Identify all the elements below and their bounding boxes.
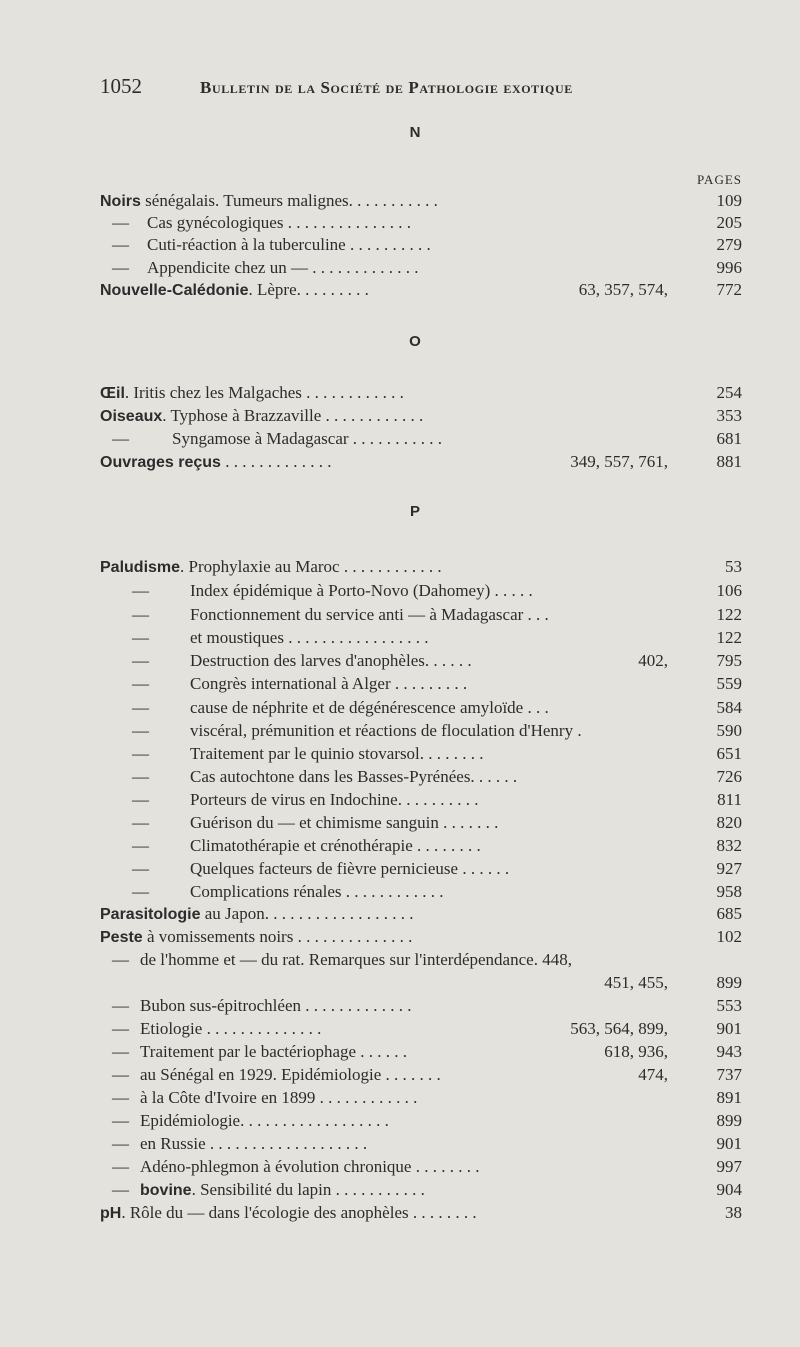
index-entry — [100, 789, 750, 811]
ditto-dash: — — [112, 1111, 129, 1130]
entry-text — [190, 673, 467, 695]
index-entry — [100, 926, 750, 948]
entry-keyword: Ouvrages reçus — [100, 454, 221, 471]
index-entry — [100, 720, 750, 742]
entry-page-number: 205 — [716, 213, 742, 232]
entry-text — [140, 1156, 479, 1178]
index-entry — [100, 556, 750, 578]
entry-keyword: Noirs — [100, 193, 141, 210]
index-entry — [100, 580, 750, 602]
ditto-dash: — — [112, 996, 129, 1015]
entry-keyword: Parasitologie — [100, 906, 201, 923]
entry-text — [100, 451, 331, 474]
entry-description: en Russie . . . . . . . . . . . . . . . . . . . — [140, 1134, 368, 1153]
entry-text — [190, 812, 498, 834]
entry-text — [190, 766, 517, 788]
entry-description: Destruction des larves d'anophèles. . . . . . — [190, 651, 472, 670]
index-entry — [100, 697, 750, 719]
ditto-dash: — — [132, 628, 149, 647]
entry-page-refs: 63, 357, 574, — [578, 280, 668, 299]
entry-text — [140, 1179, 425, 1202]
entry-page-number: 899 — [716, 1111, 742, 1130]
entry-text — [140, 1110, 389, 1132]
entry-page-number: 122 — [716, 605, 742, 624]
entry-description: . Lèpre. . . . . . . . . — [248, 280, 369, 299]
ditto-dash: — — [132, 790, 149, 809]
ditto-dash: — — [132, 674, 149, 693]
ditto-dash: — — [132, 882, 149, 901]
ditto-dash: — — [132, 581, 149, 600]
ditto-dash: — — [112, 1019, 129, 1038]
index-entry — [100, 1179, 750, 1201]
entry-text — [100, 279, 369, 302]
entry-page-number: 901 — [716, 1134, 742, 1153]
page-number: 1052 — [100, 74, 142, 98]
entry-description: . Rôle du — dans l'écologie des anophèles . . . . . . . . — [121, 1203, 477, 1222]
entry-description: Complications rénales . . . . . . . . . . . . — [190, 882, 444, 901]
section-letter-o: O — [409, 333, 421, 350]
index-entry — [100, 949, 750, 971]
ditto-dash: — — [132, 836, 149, 855]
index-entry — [100, 234, 750, 256]
ditto-dash: — — [112, 1134, 129, 1153]
index-entry — [100, 1110, 750, 1132]
index-entry — [100, 257, 750, 279]
entry-description: Syngamose à Madagascar . . . . . . . . . . . — [172, 429, 443, 448]
entry-description: sénégalais. Tumeurs malignes. . . . . . . . . . . — [140, 191, 438, 210]
entry-text — [147, 212, 411, 234]
index-entry — [100, 1064, 750, 1086]
entry-description: Index épidémique à Porto-Novo (Dahomey) . . . . . — [190, 581, 533, 600]
section-letter-n: N — [409, 124, 421, 141]
entry-text — [140, 995, 412, 1017]
entry-keyword: Oiseaux — [100, 408, 163, 425]
entry-page-number: 904 — [716, 1180, 742, 1199]
index-entry — [100, 995, 750, 1017]
entry-description: à la Côte d'Ivoire en 1899 . . . . . . . . . . . . — [140, 1088, 418, 1107]
entry-text — [172, 428, 442, 450]
entry-description: . Iritis chez les Malgaches . . . . . . . . . . . . — [124, 383, 404, 402]
entry-description: à vomissements noirs . . . . . . . . . . . . . . — [142, 927, 413, 946]
index-entry — [100, 812, 750, 834]
index-entry — [100, 1087, 750, 1109]
entry-text — [100, 382, 404, 405]
entry-page-number: 685 — [716, 904, 742, 923]
section-letter-p: P — [409, 503, 420, 520]
running-title: Bulletin de la Société de Pathologie exotique — [200, 78, 573, 97]
entry-text — [100, 190, 438, 213]
entry-text — [140, 1041, 407, 1063]
index-entry — [100, 604, 750, 626]
entry-keyword: bovine — [140, 1182, 192, 1199]
ditto-dash: — — [112, 950, 129, 969]
entry-description: . Sensibilité du lapin . . . . . . . . . . . — [191, 1180, 425, 1199]
entry-description: Appendicite chez un — . . . . . . . . . . . . . — [147, 258, 419, 277]
entry-page-refs: 349, 557, 761, — [570, 452, 668, 471]
ditto-dash: — — [112, 213, 129, 232]
entry-page-number: 590 — [716, 721, 742, 740]
index-entry — [100, 1133, 750, 1155]
pages-column-label: PAGES — [697, 172, 742, 187]
entry-page-number: 726 — [716, 767, 742, 786]
entry-description: Climatothérapie et crénothérapie . . . . . . . . — [190, 836, 481, 855]
index-entry — [100, 405, 750, 427]
index-entry — [100, 972, 750, 994]
entry-description: Etiologie . . . . . . . . . . . . . . — [140, 1019, 322, 1038]
entry-text — [190, 604, 549, 626]
entry-keyword: pH — [100, 1205, 122, 1222]
entry-page-number: 737 — [716, 1065, 742, 1084]
entry-page-number: 559 — [716, 674, 742, 693]
entry-page-number: 795 — [716, 651, 742, 670]
index-entry — [100, 279, 750, 301]
entry-page-number: 109 — [716, 191, 742, 210]
entry-description: Epidémiologie. . . . . . . . . . . . . . . . . . — [140, 1111, 389, 1130]
index-entry — [100, 743, 750, 765]
index-entry — [100, 903, 750, 925]
entry-page-number: 772 — [716, 280, 742, 299]
entry-description: Cas autochtone dans les Basses-Pyrénées. . . . . . — [190, 767, 518, 786]
entry-text — [140, 1064, 441, 1086]
entry-text — [140, 1133, 367, 1155]
ditto-dash: — — [112, 429, 129, 448]
entry-text — [100, 405, 423, 428]
entry-description: Congrès international à Alger . . . . . . . . . — [190, 674, 468, 693]
entry-page-number: 996 — [716, 258, 742, 277]
entry-page-number: 553 — [716, 996, 742, 1015]
entry-page-number: 106 — [716, 581, 742, 600]
entry-text — [190, 743, 484, 765]
ditto-dash: — — [112, 1157, 129, 1176]
entry-page-number: 811 — [717, 790, 742, 809]
index-entry — [100, 190, 750, 212]
entry-description: Porteurs de virus en Indochine. . . . . . . . . . — [190, 790, 479, 809]
entry-page-number: 102 — [716, 927, 742, 946]
entry-page-refs: 402, — [638, 651, 668, 670]
ditto-dash: — — [112, 1042, 129, 1061]
entry-page-number: 38 — [725, 1203, 742, 1222]
entry-page-number: 958 — [716, 882, 742, 901]
entry-description: Cuti-réaction à la tuberculine . . . . . . . . . . — [147, 235, 431, 254]
entry-description: cause de néphrite et de dégénérescence amyloïde . . . — [190, 698, 549, 717]
entry-page-refs: 563, 564, 899, — [570, 1019, 668, 1038]
entry-description: . Prophylaxie au Maroc . . . . . . . . . . . . — [180, 557, 442, 576]
index-entry — [100, 835, 750, 857]
entry-text — [190, 835, 481, 857]
ditto-dash: — — [132, 813, 149, 832]
entry-page-number: 901 — [716, 1019, 742, 1038]
index-entry — [100, 1041, 750, 1063]
entry-page-number: 353 — [716, 406, 742, 425]
entry-description: et moustiques . . . . . . . . . . . . . . . . . — [190, 628, 429, 647]
entry-page-number: 254 — [716, 383, 742, 402]
entry-text — [190, 858, 509, 880]
ditto-dash: — — [132, 605, 149, 624]
entry-text — [140, 1018, 321, 1040]
index-entry — [100, 881, 750, 903]
ditto-dash: — — [132, 767, 149, 786]
entry-page-number: 53 — [725, 557, 742, 576]
entry-description: Cas gynécologiques . . . . . . . . . . . . . . . — [147, 213, 411, 232]
ditto-dash: — — [132, 859, 149, 878]
index-entry — [100, 766, 750, 788]
entry-page-number: 997 — [716, 1157, 742, 1176]
entry-keyword: Paludisme — [100, 559, 181, 576]
entry-description: Guérison du — et chimisme sanguin . . . . . . . — [190, 813, 499, 832]
entry-page-number: 122 — [716, 628, 742, 647]
index-entry — [100, 382, 750, 404]
ditto-dash: — — [132, 651, 149, 670]
entry-page-number: 891 — [716, 1088, 742, 1107]
entry-text — [190, 580, 533, 602]
entry-keyword: Nouvelle-Calédonie — [100, 282, 249, 299]
ditto-dash: — — [112, 1065, 129, 1084]
entry-description: Bubon sus-épitrochléen . . . . . . . . . . . . . — [140, 996, 412, 1015]
entry-page-number: 820 — [716, 813, 742, 832]
index-entry — [100, 858, 750, 880]
index-entry — [100, 451, 750, 473]
index-entry — [100, 1018, 750, 1040]
entry-description: Quelques facteurs de fièvre pernicieuse . . . . . . — [190, 859, 510, 878]
entry-keyword: Œil — [100, 385, 125, 402]
entry-description: Adéno-phlegmon à évolution chronique . . . . . . . . — [140, 1157, 480, 1176]
entry-description: de l'homme et — du rat. Remarques sur l'interdépendance. 448, — [140, 950, 572, 969]
entry-page-number: 584 — [716, 698, 742, 717]
entry-description: viscéral, prémunition et réactions de floculation d'Henry . — [190, 721, 582, 740]
entry-description: . . . . . . . . . . . . . — [220, 452, 332, 471]
entry-page-number: 899 — [716, 973, 742, 992]
entry-page-number: 943 — [716, 1042, 742, 1061]
entry-page-number: 881 — [716, 452, 742, 471]
entry-keyword: Peste — [100, 929, 143, 946]
entry-description: au Japon. . . . . . . . . . . . . . . . . . — [200, 904, 414, 923]
index-entry — [100, 428, 750, 450]
entry-text — [100, 926, 412, 949]
entry-description: Fonctionnement du service anti — à Madagascar . . . — [190, 605, 549, 624]
ditto-dash: — — [112, 1088, 129, 1107]
entry-text — [100, 903, 413, 926]
ditto-dash: — — [132, 744, 149, 763]
entry-text — [190, 720, 582, 742]
ditto-dash: — — [112, 235, 129, 254]
entry-text — [190, 881, 444, 903]
index-entry — [100, 1156, 750, 1178]
entry-text — [190, 789, 478, 811]
entry-page-refs: 618, 936, — [604, 1042, 668, 1061]
entry-page-number: 279 — [716, 235, 742, 254]
entry-page-refs: 474, — [638, 1065, 668, 1084]
index-entry — [100, 673, 750, 695]
entry-description: Traitement par le quinio stovarsol. . . . . . . . — [190, 744, 484, 763]
entry-page-number: 681 — [716, 429, 742, 448]
entry-description: Traitement par le bactériophage . . . . . . — [140, 1042, 408, 1061]
entry-text — [190, 627, 428, 649]
ditto-dash: — — [112, 258, 129, 277]
entry-description: . Typhose à Brazzaville . . . . . . . . . . . . — [162, 406, 424, 425]
entry-text — [147, 234, 431, 256]
entry-page-refs: 451, 455, — [604, 973, 668, 992]
entry-text — [190, 697, 549, 719]
entry-text — [140, 1087, 417, 1109]
index-entry — [100, 650, 750, 672]
index-entry — [100, 627, 750, 649]
entry-page-number: 832 — [716, 836, 742, 855]
entry-text — [100, 1202, 477, 1225]
entry-text — [140, 949, 572, 971]
entry-text — [147, 257, 418, 279]
index-entry — [100, 212, 750, 234]
entry-page-number: 927 — [716, 859, 742, 878]
entry-page-number: 651 — [716, 744, 742, 763]
ditto-dash: — — [132, 721, 149, 740]
ditto-dash: — — [132, 698, 149, 717]
entry-text — [190, 650, 472, 672]
index-entry — [100, 1202, 750, 1224]
entry-description: au Sénégal en 1929. Epidémiologie . . . . . . . — [140, 1065, 441, 1084]
ditto-dash: — — [112, 1180, 129, 1199]
entry-text — [100, 556, 442, 579]
